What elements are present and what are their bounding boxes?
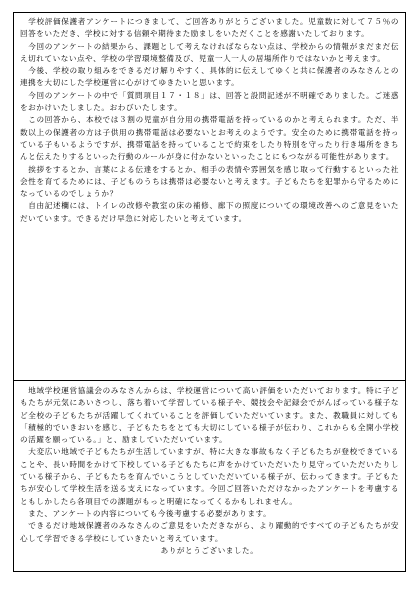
paragraph: 今回のアンケートの結果から、課題として考えなければならない点は、学校からの情報がまだまだ伝え切れていない点や、学校の学習環境整備及び、児童一人一人の居場所作りではないかと考えます。	[20, 41, 399, 63]
closing-line: ありがとうございました。	[160, 545, 259, 555]
paragraph: 自由記述欄には、トイレの改修や教室の床の補修、廊下の照度についての環境改善へのご意見をいただいています。できるだけ早急に対応したいと考えています。	[20, 201, 399, 223]
paragraph: できるだけ地域保護者のみなさんのご意見をいただきながら、より躍動的ですべての子どもたちが安心して学習できる学校にしていきたいと考えています。	[20, 521, 399, 543]
paragraph: 挨拶をするとか、言葉による伝達をするとか、相手の表情や雰囲気を感じ取って行動するといった社会性を育てるためには、子どものうちは携帯は必要ないと考えます。子どもたちを犯罪から守るためになっているのでしょうか？	[20, 164, 399, 199]
paragraph: 大変広い地域で子どもたちが生活していますが、特に大きな事故もなく子どもたちが登校できていることや、長い時間をかけて下校している子どもたちに声をかけていただいたり見守っていただいたりしている様子から、子どもたちを育んでいこうとしていただいている様子が、伝わってきます。子どもたちが安心して学校生活を送る支えになっています。今回ご回答いただけなかったアンケートを考慮するともしかしたら各項目での課題がもっと明確になってくるかもしれません。	[20, 447, 399, 506]
paragraph: 地域学校運営協議会のみなさんからは、学校運営について高い評価をいただいております。特に子どもたちが元気にあいさつし、落ち着いて学習している様子や、競技会や記録会でがんばっている様子など全校の子どもたちが活躍してくれていることを評価していただいています。また、教職員に対しても「積極的でいきおいを感じ、子どもたちをとても大切にしている様子が伝わり、これからも全開小学校の活躍を願っている。」と、励ましていただいています。	[20, 386, 399, 445]
paragraph: 今後、学校の取り組みをできるだけ解りやすく、具体的に伝えしてゆくと共に保護者のみなさんとの連携を大切にした学校運営に心がけてゆきたいと思います。	[20, 66, 399, 88]
paragraph: 今回のアンケートの中で「質問項目１７・１８」は、回答と設問記述が不明確でありました。ご迷惑をおかけいたしました。おわびいたします。	[20, 90, 399, 113]
document-frame	[13, 12, 406, 572]
section-divider	[14, 380, 405, 381]
paragraph: この回答から、本校では３割の児童が自分用の携帯電話を持っているのかと考えられます。ただ、半数以上の保護者の方は子供用の携帯電話は必要ないとお考えのようです。安全のために携帯電話を持っている子もいるようですが、携帯電話を持っていることで約束をしたり特別を守ったり行き場所をきちんと伝えたりするといった行動のルールが身に付かないといったことにもつながる可能性があります。	[20, 115, 399, 162]
paragraph: また、アンケートの内容についても今後考慮する必要があります。	[20, 508, 272, 518]
paragraph: 学校評価保護者アンケートにつきまして、ご回答ありがとうございました。児童数に対して７５％の回答をいただき、学校に対する信頼や期待また励ましをいただくことを感謝いたしております。	[20, 17, 399, 39]
community-council-section	[20, 385, 399, 557]
parent-survey-section	[20, 16, 399, 225]
